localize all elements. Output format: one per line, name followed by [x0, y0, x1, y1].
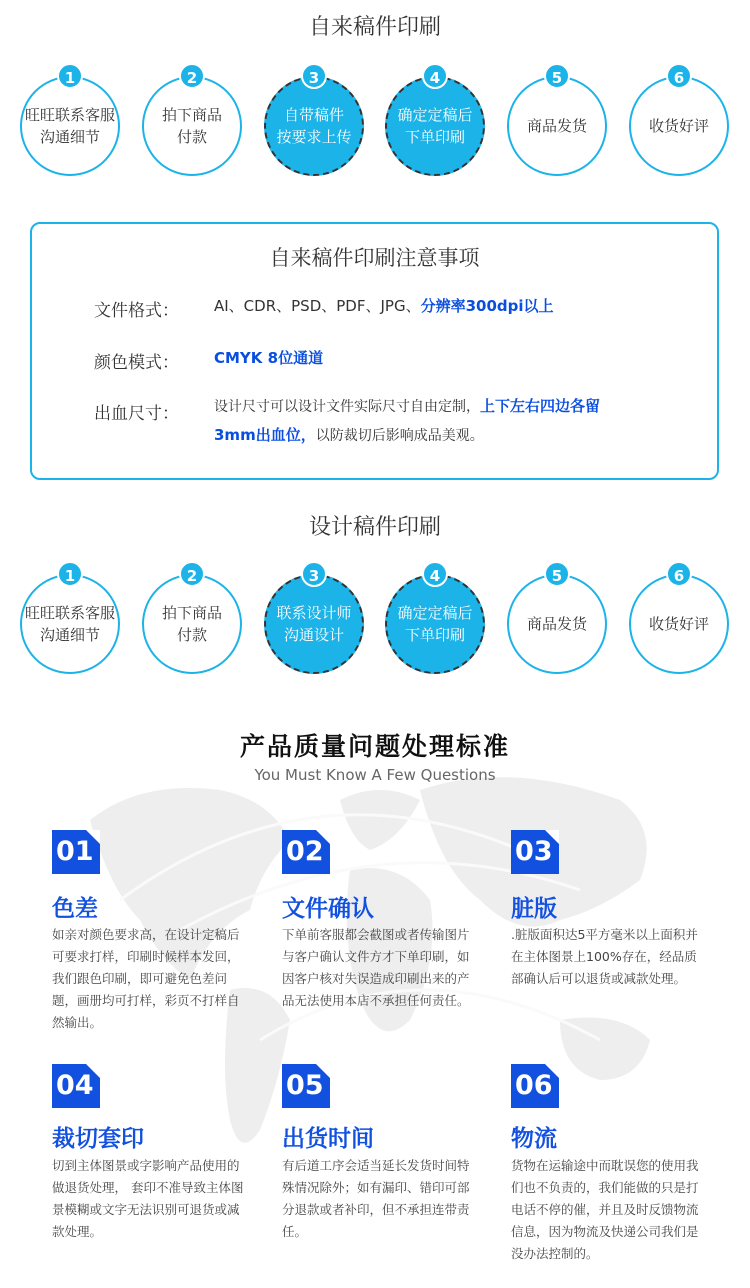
item-description: 切到主体图景或字影响产品使用的做退货处理， 套印不准导致主体图景模糊或文字无法识别可退货或减款处理。 [52, 1158, 244, 1239]
step-number-badge: 2 [179, 63, 205, 89]
item-description: .脏版面积达5平方毫米以上面积并在主体图景上100%存在，经品质部确认后可以退货或减款处理。 [511, 927, 698, 986]
step-circle-1 [20, 76, 120, 176]
step-number-badge: 3 [301, 63, 327, 89]
step-text: 确定定稿后 下单印刷 [397, 106, 473, 146]
bleed-value [214, 392, 684, 450]
color-value: CMYK 8位通道 [214, 349, 324, 367]
step-number-badge: 5 [544, 63, 570, 89]
step-text: 商品发货 [526, 117, 587, 135]
item-heading: 物流 [511, 1126, 557, 1152]
step-number-badge: 6 [666, 63, 692, 89]
section2-title: 设计稿件印刷 [308, 515, 441, 540]
item-number-tag: 03 [511, 830, 559, 874]
item-heading: 出货时间 [282, 1126, 374, 1152]
step-circle-5 [507, 574, 607, 674]
step-number-badge: 4 [422, 63, 448, 89]
item-description: 下单前客服都会截图或者传输图片与客户确认文件方才下单印刷，如因客户核对失误造成印刷出来的产品无法使用本店不承担任何责任。 [282, 927, 470, 1008]
step-text: 旺旺联系客服 沟通细节 [24, 106, 115, 146]
step-number-badge: 1 [57, 561, 83, 587]
step-circle-2 [142, 76, 242, 176]
step-text: 商品发货 [526, 615, 587, 633]
step-circle-5 [507, 76, 607, 176]
step-circle-6 [629, 574, 729, 674]
format-value [214, 292, 554, 320]
item-heading: 脏版 [511, 896, 557, 922]
step-number-badge: 4 [422, 561, 448, 587]
notes-title: 自来稿件印刷注意事项 [269, 246, 480, 270]
bleed-text-1: 设计尺寸可以设计文件实际尺寸自由定制， [214, 399, 480, 415]
bleed-label: 出血尺寸： [94, 404, 179, 424]
item-description: 如亲对颜色要求高，在设计定稿后可要求打样，印刷时候样本发回，我们跟色印刷，即可避免色差问题，画册均可打样，彩页不打样自然输出。 [52, 927, 240, 1030]
format-label: 文件格式： [94, 301, 179, 321]
item-description: 货物在运输途中而耽误您的使用我们也不负责的，我们能做的只是打电话不停的催，并且及时反馈物流信息，因为物流及快递公司我们是没办法控制的。 [511, 1158, 699, 1261]
item-heading: 裁切套印 [52, 1126, 144, 1152]
item-number-tag: 06 [511, 1064, 559, 1108]
bleed-text-2: 以防裁切后影响成品美观。 [315, 428, 484, 444]
step-circle-4 [385, 574, 485, 674]
step-text: 拍下商品 付款 [161, 604, 222, 644]
step-circle-4 [385, 76, 485, 176]
step-text: 拍下商品 付款 [161, 106, 222, 146]
item-number-tag: 04 [52, 1064, 100, 1108]
item-description: 有后道工序会适当延长发货时间特殊情况除外；如有漏印、错印可部分退款或者补印，但不承担连带责任。 [282, 1158, 470, 1239]
step-number-badge: 1 [57, 63, 83, 89]
step-text: 旺旺联系客服 沟通细节 [24, 604, 115, 644]
quality-subtitle: You Must Know A Few Questions [254, 766, 496, 784]
notes-box [30, 222, 719, 480]
bleed-highlight-1: 上下左右四边各留 [480, 397, 601, 415]
step-circle-2 [142, 574, 242, 674]
step-number-badge: 5 [544, 561, 570, 587]
format-resolution: 分辨率300dpi以上 [420, 297, 554, 315]
item-number-tag: 02 [282, 830, 330, 874]
step-text: 收货好评 [648, 615, 709, 633]
bleed-highlight-2: 3mm出血位， [214, 426, 316, 444]
item-heading: 文件确认 [282, 896, 374, 922]
step-number-badge: 6 [666, 561, 692, 587]
step-number-badge: 3 [301, 561, 327, 587]
item-number-tag: 05 [282, 1064, 330, 1108]
quality-title: 产品质量问题处理标准 [239, 732, 510, 761]
item-number-tag: 01 [52, 830, 100, 874]
step-text: 自带稿件 按要求上传 [276, 106, 352, 146]
step-circle-6 [629, 76, 729, 176]
step-text: 联系设计师 沟通设计 [276, 604, 352, 644]
step-circle-3 [264, 76, 364, 176]
step-text: 确定定稿后 下单印刷 [397, 604, 473, 644]
color-label: 颜色模式： [94, 353, 179, 373]
section1-title: 自来稿件印刷 [308, 15, 441, 40]
step-number-badge: 2 [179, 561, 205, 587]
step-circle-1 [20, 574, 120, 674]
step-circle-3 [264, 574, 364, 674]
item-heading: 色差 [52, 896, 98, 922]
format-list: AI、CDR、PSD、PDF、JPG、 [214, 297, 421, 315]
step-text: 收货好评 [648, 117, 709, 135]
